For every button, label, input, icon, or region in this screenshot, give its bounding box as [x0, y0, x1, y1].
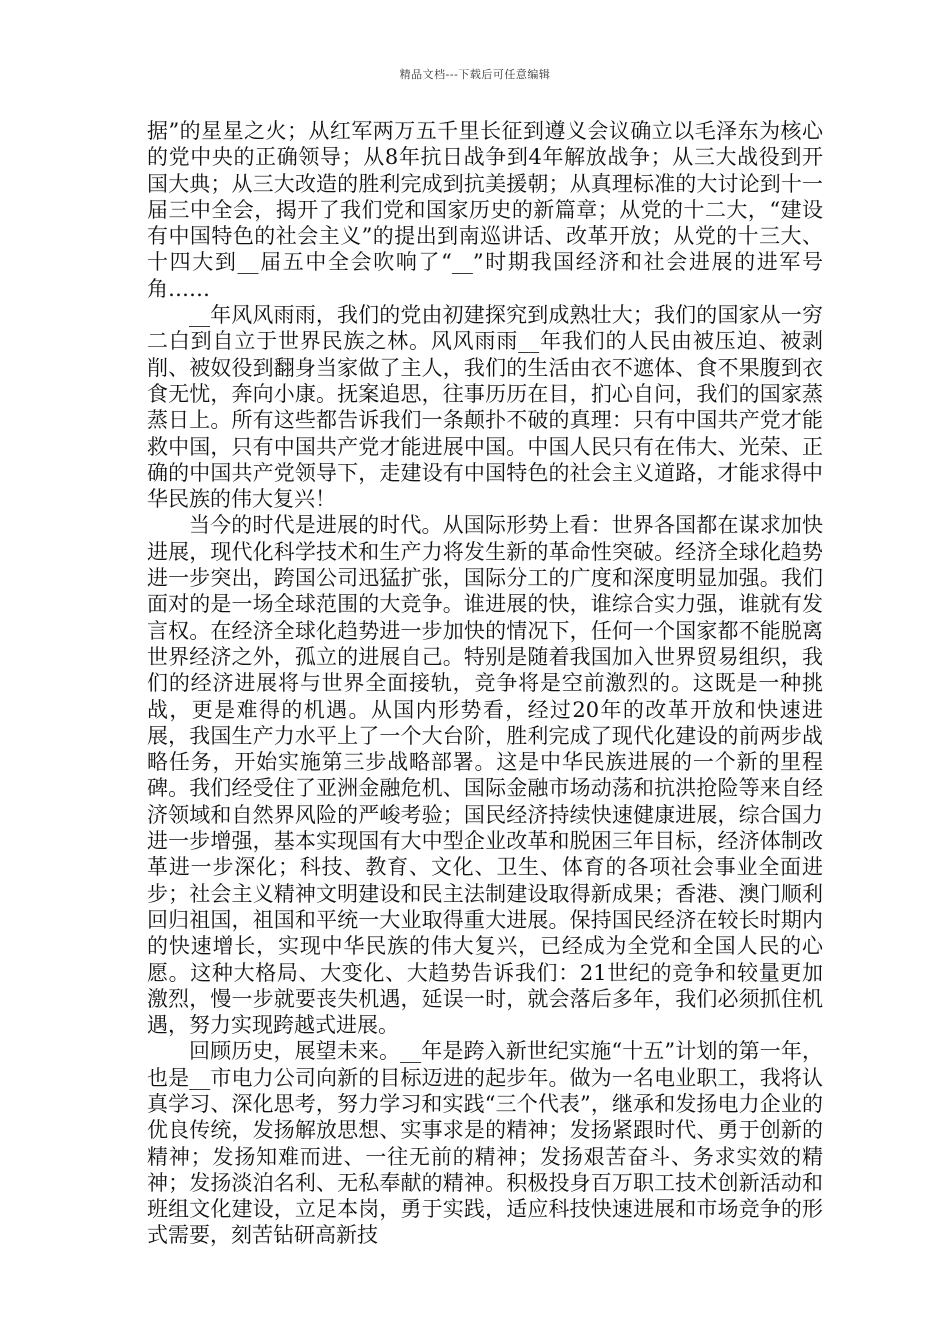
paragraph-1: 据”的星星之火；从红军两万五千里长征到遵义会议确立以毛泽东为核心的党中央的正确领导；从8年抗日战争到4年解放战争；从三大战役到开国大典；从三大改造的胜利完成到抗美援朝；从真理标准的大讨论到十一届三中全会，揭开了我们党和国家历史的新篇章；从党的十二大，“建设有中国特色的社会主义”的提出到南巡讲话、改革开放；从党的十三大、十四大到__届五中全会吹响了“__”时期我国经济和社会进展的进军号角…… — [147, 119, 823, 301]
page-header: 精品文档---下载后可任意编辑 — [399, 68, 551, 81]
paragraph-3: 当今的时代是进展的时代。从国际形势上看：世界各国都在谋求加快进展，现代化科学技术和生产力将发生新的革命性突破。经济全球化趋势进一步突出，跨国公司迅猛扩张，国际分工的广度和深度明显加强。我们面对的是一场全球范围的大竞争。谁进展的快，谁综合实力强，谁就有发言权。在经济全球化趋势进一步加快的情况下，任何一个国家都不能脱离世界经济之外，孤立的进展自己。特别是随着我国加入世界贸易组织，我们的经济进展将与世界全面接轨，竞争将是空前激烈的。这既是一种挑战，更是难得的机遇。从国内形势看，经过20年的改革开放和快速进展，我国生产力水平上了一个大台阶，胜利完成了现代化建设的前两步战略任务，开始实施第三步战略部署。这是中华民族进展的一个新的里程碑。我们经受住了亚洲金融危机、国际金融市场动荡和抗洪抢险等来自经济领域和自然界风险的严峻考验；国民经济持续快速健康进展，综合国力进一步增强，基本实现国有大中型企业改革和脱困三年目标，经济体制改革进一步深化；科技、教育、文化、卫生、体育的各项社会事业全面进步；社会主义精神文明建设和民主法制建设取得新成果；香港、澳门顺利回归祖国，祖国和平统一大业取得重大进展。保持国民经济在较长时期内的快速增长，实现中华民族的伟大复兴，已经成为全党和全国人民的心愿。这种大格局、大变化、大趋势告诉我们：21世纪的竞争和较量更加激烈，慢一步就要丧失机遇，延误一时，就会落后多年，我们必须抓住机遇，努力实现跨越式进展。 — [147, 513, 823, 1038]
paragraph-4: 回顾历史，展望未来。__年是跨入新世纪实施“十五”计划的第一年，也是__市电力公司向新的目标迈进的起步年。做为一名电业职工，我将认真学习、深化思考，努力学习和实践“三个代表”，继承和发扬电力企业的优良传统，发扬解放思想、实事求是的精神；发扬紧跟时代、勇于创新的精神；发扬知难而进、一往无前的精神；发扬艰苦奋斗、务求实效的精神；发扬淡泊名利、无私奉献的精神。积极投身百万职工技术创新活动和班组文化建设，立足本岗，勇于实践，适应科技快速进展和市场竞争的形式需要，刻苦钻研高新技 — [147, 1039, 823, 1248]
document-body — [147, 118, 823, 1249]
paragraph-2: __年风风雨雨，我们的党由初建探究到成熟壮大；我们的国家从一穷二白到自立于世界民族之林。风风雨雨__年我们的人民由被压迫、被剥削、被奴役到翻身当家做了主人，我们的生活由衣不遮体、食不果腹到衣食无忧，奔向小康。抚案追思，往事历历在目，扪心自问，我们的国家蒸蒸日上。所有这些都告诉我们一条颠扑不破的真理：只有中国共产党才能救中国，只有中国共产党才能进展中国。中国人民只有在伟大、光荣、正确的中国共产党领导下，走建设有中国特色的社会主义道路，才能求得中华民族的伟大复兴！ — [147, 303, 823, 512]
